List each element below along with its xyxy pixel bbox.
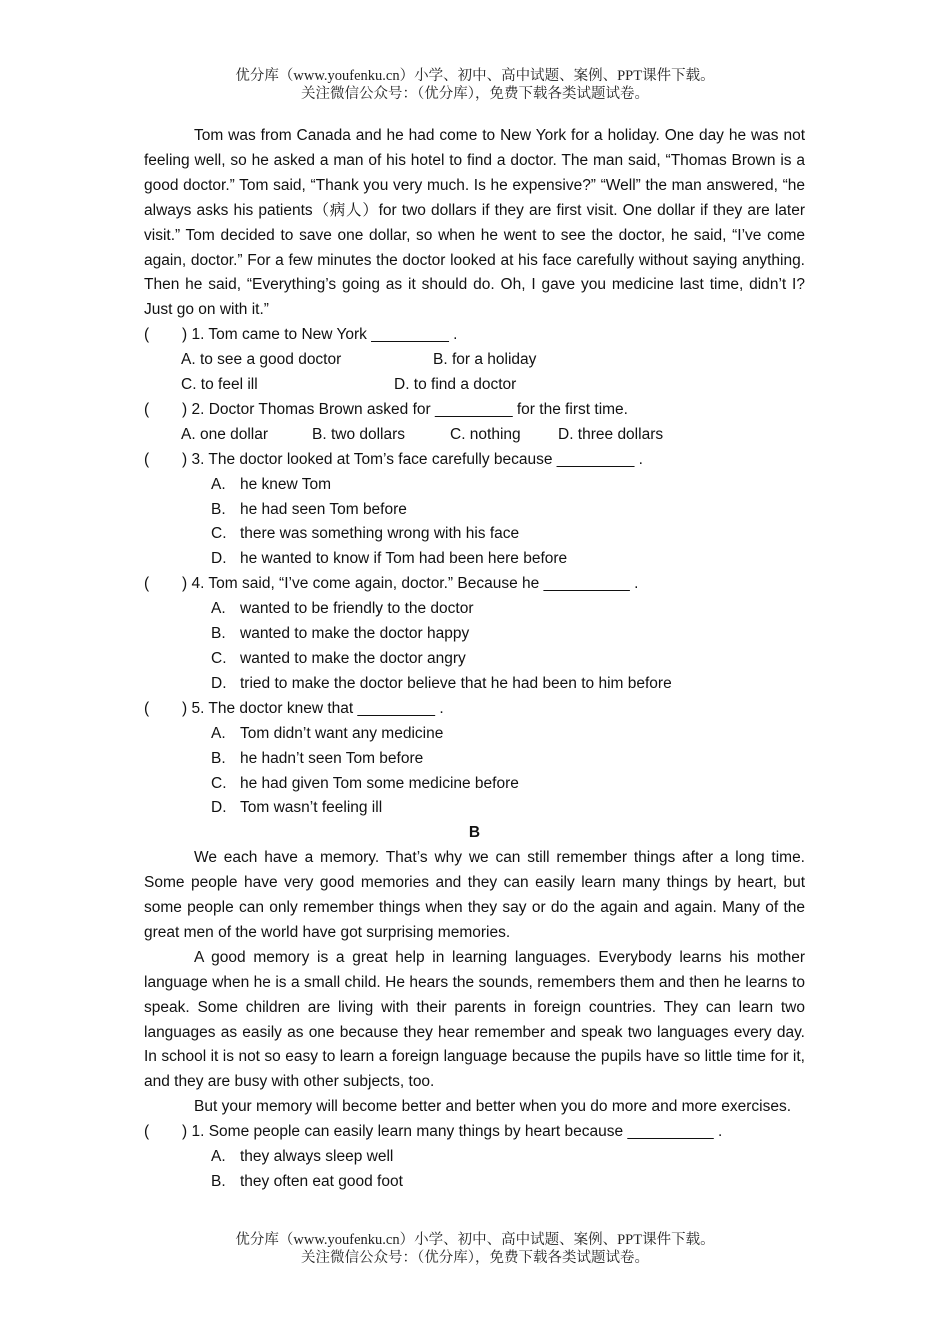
option: D. tried to make the doctor believe that he had been to him before: [211, 674, 672, 692]
option: B. he hadn’t seen Tom before: [211, 749, 424, 767]
passage-b-paragraph: A good memory is a great help in learning languages. Everybody learns his mother language when he is a small child. He hears the sounds, remembers them and then he learns to speak. Some children are living with their parents in foreign countries. They can learn two languages as easily as one because they hear remember and speak two languages every day. In school it is not so easy to learn a foreign language because the pupils have so little time for it, and they are busy with other subjects, too.: [144, 948, 805, 1091]
option: A. to see a good doctor: [181, 351, 342, 369]
passage-b-paragraph: But your memory will become better and better when you do more and more exercises.: [194, 1098, 792, 1116]
footer-line-1: 优分库（www.youfenku.cn）小学、初中、高中试题、案例、PPT课件下载。: [235, 1232, 715, 1248]
answer-blank[interactable]: (: [144, 326, 150, 344]
option: A. they always sleep well: [211, 1148, 394, 1166]
option: C. nothing: [450, 425, 521, 443]
answer-blank[interactable]: (: [144, 1123, 150, 1141]
option: D. three dollars: [558, 425, 664, 443]
footer-line-2: 关注微信公众号：（优分库），免费下载各类试题试卷。: [301, 1250, 649, 1266]
answer-blank[interactable]: (: [144, 450, 150, 468]
option: B. they often eat good foot: [211, 1173, 403, 1191]
question-stem: ) 1. Some people can easily learn many things by heart because __________ .: [182, 1123, 723, 1141]
option: C. wanted to make the doctor angry: [211, 649, 466, 667]
passage-b-paragraph: We each have a memory. That’s why we can still remember things after a long time. Some people have very good memories and they can easily learn many things by heart, but some people can only remember things when they say or do the again and again. Many of the great men of the world have got surprising memories.: [144, 849, 805, 941]
question-stem: ) 3. The doctor looked at Tom’s face carefully because _________ .: [182, 450, 643, 468]
options-row: [144, 423, 805, 448]
options-row: [144, 348, 805, 373]
option: C. there was something wrong with his face: [211, 525, 520, 543]
question-stem: ) 2. Doctor Thomas Brown asked for _________ for the first time.: [182, 400, 628, 418]
question-a1: [144, 323, 805, 348]
option: B. for a holiday: [433, 351, 537, 369]
option: C. he had given Tom some medicine before: [211, 774, 519, 792]
answer-blank[interactable]: (: [144, 400, 150, 418]
option: A. Tom didn’t want any medicine: [211, 724, 444, 742]
page-header: [0, 67, 950, 103]
answer-blank[interactable]: (: [144, 575, 150, 593]
option: A. one dollar: [181, 425, 269, 443]
question-a2: [144, 398, 805, 423]
header-line-1: 优分库（www.youfenku.cn）小学、初中、高中试题、案例、PPT课件下载。: [235, 68, 715, 84]
answer-blank[interactable]: (: [144, 699, 150, 717]
option: A. wanted to be friendly to the doctor: [211, 600, 474, 618]
option: C. to feel ill: [181, 376, 258, 394]
option: D. he wanted to know if Tom had been here before: [211, 550, 568, 568]
question-a3: [144, 448, 805, 473]
question-a4: [144, 572, 805, 597]
option: B. wanted to make the doctor happy: [211, 625, 470, 643]
question-stem: ) 4. Tom said, “I’ve come again, doctor.” Because he __________ .: [182, 575, 639, 593]
option: A. he knew Tom: [211, 475, 332, 493]
passage-a-text: Tom was from Canada and he had come to New York for a holiday. One day he was not feeling well, so he asked a man of his hotel to find a doctor. The man said, “Thomas Brown is a good doctor.” Tom said, “Thank you very much. Is he expensive?” “Well” the man answered, “he always asks his patients（病人）for two dollars if they are first visit. One dollar if they are later visit.” Tom decided to save one dollar, so when he went to see the doctor, he said, “I’ve come again, doctor.” For a few minutes the doctor looked at his face carefully without saying anything. Then he said, “Everything’s going as it should do. Oh, I gave you medicine last time, didn’t I? Just go on with it.”: [144, 127, 805, 319]
section-title: B: [468, 824, 481, 842]
header-line-2: 关注微信公众号：（优分库），免费下载各类试题试卷。: [301, 86, 649, 102]
question-stem: ) 5. The doctor knew that _________ .: [182, 699, 444, 717]
question-stem: ) 1. Tom came to New York _________ .: [182, 326, 458, 344]
options-row: [144, 373, 805, 398]
option: D. to find a doctor: [394, 376, 517, 394]
exam-content: [144, 124, 805, 1195]
option: B. he had seen Tom before: [211, 500, 407, 518]
option: D. Tom wasn’t feeling ill: [211, 799, 383, 817]
page-footer: [0, 1231, 950, 1267]
question-a5: [144, 697, 805, 722]
question-b1: [144, 1120, 805, 1145]
option: B. two dollars: [312, 425, 406, 443]
